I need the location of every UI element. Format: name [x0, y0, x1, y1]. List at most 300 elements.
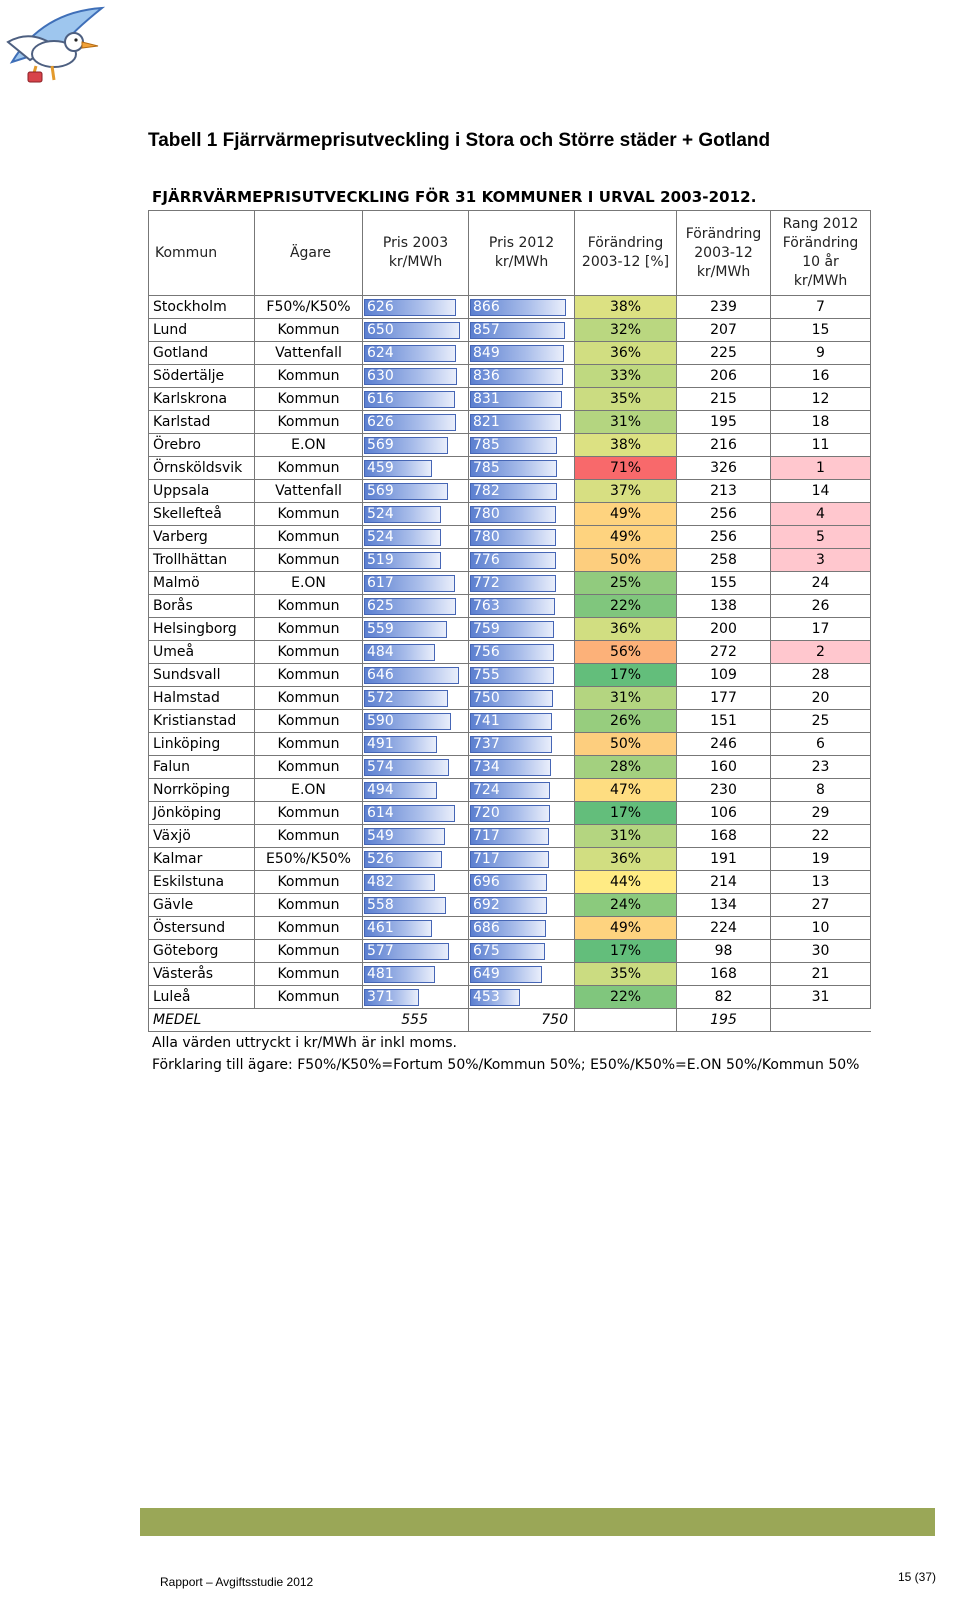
cell-pris-2012 — [469, 365, 575, 388]
cell-pris-2003 — [363, 664, 469, 687]
cell-rang: 22 — [771, 825, 871, 848]
cell-pris-2012 — [469, 319, 575, 342]
cell-pris-2012 — [469, 733, 575, 756]
cell-agare: Kommun — [255, 388, 363, 411]
cell-pris-2012 — [469, 388, 575, 411]
cell-forandring-kr: 168 — [677, 825, 771, 848]
bar-value-label: 616 — [367, 391, 394, 407]
cell-forandring-pct: 24% — [575, 894, 677, 917]
bar-value-label: 590 — [367, 713, 394, 729]
cell-forandring-kr: 246 — [677, 733, 771, 756]
cell-forandring-kr: 256 — [677, 526, 771, 549]
cell-forandring-kr: 230 — [677, 779, 771, 802]
cell-rang: 27 — [771, 894, 871, 917]
cell-agare: Kommun — [255, 871, 363, 894]
cell-kommun: Växjö — [149, 825, 255, 848]
table-row — [149, 664, 871, 687]
cell-pris-2003 — [363, 503, 469, 526]
cell-agare: Kommun — [255, 917, 363, 940]
bar-value-label: 519 — [367, 552, 394, 568]
cell-rang: 2 — [771, 641, 871, 664]
footer-report-title: Rapport – Avgiftsstudie 2012 — [160, 1575, 314, 1589]
cell-forandring-kr: 207 — [677, 319, 771, 342]
cell-rang: 20 — [771, 687, 871, 710]
bar-value-label: 491 — [367, 736, 394, 752]
bar-value-label: 755 — [473, 667, 500, 683]
cell-kommun: Varberg — [149, 526, 255, 549]
medel-forandring-kr: 195 — [677, 1009, 771, 1032]
header-pris-2003: Pris 2003 kr/MWh — [363, 211, 469, 296]
bar-value-label: 692 — [473, 897, 500, 913]
cell-rang: 4 — [771, 503, 871, 526]
cell-forandring-kr: 191 — [677, 848, 771, 871]
cell-pris-2012 — [469, 825, 575, 848]
table-row — [149, 618, 871, 641]
cell-pris-2003 — [363, 434, 469, 457]
cell-agare: Kommun — [255, 825, 363, 848]
seagull-mascot-icon — [2, 2, 114, 90]
cell-forandring-pct: 44% — [575, 871, 677, 894]
cell-pris-2012 — [469, 641, 575, 664]
cell-pris-2003 — [363, 825, 469, 848]
cell-pris-2003 — [363, 296, 469, 319]
bar-value-label: 675 — [473, 943, 500, 959]
cell-agare: F50%/K50% — [255, 296, 363, 319]
header-pris-2012: Pris 2012 kr/MWh — [469, 211, 575, 296]
cell-agare: E50%/K50% — [255, 848, 363, 871]
bar-value-label: 756 — [473, 644, 500, 660]
table-row — [149, 296, 871, 319]
cell-rang: 16 — [771, 365, 871, 388]
bar-value-label: 759 — [473, 621, 500, 637]
cell-forandring-pct: 49% — [575, 526, 677, 549]
cell-agare: Kommun — [255, 664, 363, 687]
cell-agare: Kommun — [255, 457, 363, 480]
medel-row — [149, 1009, 871, 1032]
cell-forandring-pct: 35% — [575, 963, 677, 986]
cell-pris-2003 — [363, 986, 469, 1009]
cell-forandring-kr: 151 — [677, 710, 771, 733]
cell-pris-2003 — [363, 388, 469, 411]
bar-value-label: 720 — [473, 805, 500, 821]
cell-rang: 23 — [771, 756, 871, 779]
cell-forandring-kr: 326 — [677, 457, 771, 480]
table-row — [149, 779, 871, 802]
bar-value-label: 696 — [473, 874, 500, 890]
cell-pris-2003 — [363, 457, 469, 480]
bar-value-label: 559 — [367, 621, 394, 637]
cell-kommun: Karlstad — [149, 411, 255, 434]
cell-kommun: Kristianstad — [149, 710, 255, 733]
table-row — [149, 687, 871, 710]
cell-forandring-pct: 71% — [575, 457, 677, 480]
cell-forandring-pct: 50% — [575, 549, 677, 572]
header-forandring-kr: Förändring 2003-12 kr/MWh — [677, 211, 771, 296]
cell-pris-2003 — [363, 595, 469, 618]
bar-value-label: 482 — [367, 874, 394, 890]
price-table-figure — [148, 184, 884, 1076]
cell-pris-2003 — [363, 917, 469, 940]
table-row — [149, 963, 871, 986]
cell-forandring-pct: 17% — [575, 940, 677, 963]
medel-label: MEDEL — [149, 1009, 255, 1032]
cell-agare: Kommun — [255, 963, 363, 986]
cell-pris-2012 — [469, 802, 575, 825]
note-moms: Alla värden uttryckt i kr/MWh är inkl moms. — [152, 1035, 457, 1051]
bar-value-label: 624 — [367, 345, 394, 361]
cell-kommun: Lund — [149, 319, 255, 342]
cell-forandring-kr: 224 — [677, 917, 771, 940]
cell-forandring-pct: 49% — [575, 503, 677, 526]
cell-pris-2003 — [363, 756, 469, 779]
note-agare: Förklaring till ägare: F50%/K50%=Fortum 50%/Kommun 50%; E50%/K50%=E.ON 50%/Kommun 50% — [152, 1057, 860, 1073]
cell-forandring-pct: 17% — [575, 802, 677, 825]
cell-pris-2012 — [469, 434, 575, 457]
table-row — [149, 319, 871, 342]
table-row — [149, 480, 871, 503]
cell-agare: Vattenfall — [255, 342, 363, 365]
cell-rang: 24 — [771, 572, 871, 595]
header-kommun: Kommun — [149, 211, 255, 296]
cell-pris-2003 — [363, 687, 469, 710]
cell-pris-2012 — [469, 480, 575, 503]
bar-value-label: 686 — [473, 920, 500, 936]
cell-kommun: Helsingborg — [149, 618, 255, 641]
table-row — [149, 802, 871, 825]
bar-value-label: 569 — [367, 483, 394, 499]
cell-rang: 13 — [771, 871, 871, 894]
cell-forandring-kr: 215 — [677, 388, 771, 411]
bar-value-label: 780 — [473, 506, 500, 522]
table-row — [149, 848, 871, 871]
cell-pris-2012 — [469, 664, 575, 687]
cell-pris-2012 — [469, 848, 575, 871]
cell-pris-2012 — [469, 940, 575, 963]
bar-value-label: 750 — [473, 690, 500, 706]
cell-agare: E.ON — [255, 434, 363, 457]
table-row — [149, 756, 871, 779]
bar-value-label: 849 — [473, 345, 500, 361]
bar-value-label: 526 — [367, 851, 394, 867]
table-row — [149, 572, 871, 595]
table-row — [149, 825, 871, 848]
bar-value-label: 821 — [473, 414, 500, 430]
cell-forandring-pct: 36% — [575, 618, 677, 641]
bar-value-label: 625 — [367, 598, 394, 614]
cell-kommun: Falun — [149, 756, 255, 779]
cell-rang: 26 — [771, 595, 871, 618]
cell-rang: 3 — [771, 549, 871, 572]
cell-kommun: Linköping — [149, 733, 255, 756]
cell-agare: Kommun — [255, 618, 363, 641]
bar-value-label: 737 — [473, 736, 500, 752]
bar-value-label: 785 — [473, 437, 500, 453]
cell-kommun: Västerås — [149, 963, 255, 986]
cell-kommun: Karlskrona — [149, 388, 255, 411]
cell-pris-2012 — [469, 595, 575, 618]
cell-kommun: Halmstad — [149, 687, 255, 710]
bar-value-label: 461 — [367, 920, 394, 936]
cell-rang: 12 — [771, 388, 871, 411]
table-row — [149, 871, 871, 894]
cell-forandring-kr: 138 — [677, 595, 771, 618]
bar-value-label: 453 — [473, 989, 500, 1005]
cell-pris-2003 — [363, 733, 469, 756]
table-caption: FJÄRRVÄRMEPRISUTVECKLING FÖR 31 KOMMUNER I URVAL 2003-2012. — [152, 188, 757, 206]
cell-pris-2003 — [363, 848, 469, 871]
cell-rang: 11 — [771, 434, 871, 457]
bar-value-label: 626 — [367, 299, 394, 315]
cell-rang: 31 — [771, 986, 871, 1009]
cell-kommun: Malmö — [149, 572, 255, 595]
cell-pris-2003 — [363, 940, 469, 963]
bar-value-label: 371 — [367, 989, 394, 1005]
cell-kommun: Gävle — [149, 894, 255, 917]
cell-forandring-pct: 25% — [575, 572, 677, 595]
cell-forandring-kr: 256 — [677, 503, 771, 526]
cell-kommun: Borås — [149, 595, 255, 618]
cell-pris-2012 — [469, 710, 575, 733]
cell-agare: Kommun — [255, 411, 363, 434]
cell-forandring-kr: 109 — [677, 664, 771, 687]
cell-pris-2012 — [469, 296, 575, 319]
header-rang: Rang 2012 Förändring 10 år kr/MWh — [771, 211, 871, 296]
bar-value-label: 785 — [473, 460, 500, 476]
bar-value-label: 831 — [473, 391, 500, 407]
table-row — [149, 411, 871, 434]
bar-value-label: 836 — [473, 368, 500, 384]
cell-kommun: Sundsvall — [149, 664, 255, 687]
cell-pris-2003 — [363, 549, 469, 572]
price-table — [148, 210, 871, 1032]
bar-value-label: 717 — [473, 828, 500, 844]
cell-pris-2012 — [469, 457, 575, 480]
table-body — [149, 296, 871, 1009]
cell-pris-2012 — [469, 411, 575, 434]
cell-agare: Kommun — [255, 802, 363, 825]
cell-agare: Kommun — [255, 986, 363, 1009]
cell-pris-2012 — [469, 894, 575, 917]
cell-kommun: Jönköping — [149, 802, 255, 825]
cell-agare: Kommun — [255, 733, 363, 756]
cell-agare: Vattenfall — [255, 480, 363, 503]
cell-pris-2003 — [363, 710, 469, 733]
cell-pris-2003 — [363, 342, 469, 365]
bar-value-label: 650 — [367, 322, 394, 338]
cell-forandring-pct: 22% — [575, 595, 677, 618]
cell-pris-2012 — [469, 986, 575, 1009]
cell-rang: 17 — [771, 618, 871, 641]
bar-value-label: 630 — [367, 368, 394, 384]
bar-value-label: 577 — [367, 943, 394, 959]
document-title: Tabell 1 Fjärrvärmeprisutveckling i Stora och Större städer + Gotland — [148, 130, 771, 151]
cell-pris-2012 — [469, 549, 575, 572]
cell-kommun: Trollhättan — [149, 549, 255, 572]
table-row — [149, 986, 871, 1009]
table-row — [149, 710, 871, 733]
cell-agare: E.ON — [255, 779, 363, 802]
bar-value-label: 569 — [367, 437, 394, 453]
cell-pris-2003 — [363, 894, 469, 917]
cell-forandring-kr: 272 — [677, 641, 771, 664]
table-row — [149, 733, 871, 756]
cell-rang: 21 — [771, 963, 871, 986]
bar-value-label: 734 — [473, 759, 500, 775]
cell-forandring-kr: 177 — [677, 687, 771, 710]
cell-kommun: Norrköping — [149, 779, 255, 802]
cell-forandring-pct: 36% — [575, 848, 677, 871]
bar-value-label: 481 — [367, 966, 394, 982]
header-forandring-pct: Förändring 2003-12 [%] — [575, 211, 677, 296]
cell-kommun: Eskilstuna — [149, 871, 255, 894]
cell-pris-2003 — [363, 871, 469, 894]
cell-agare: Kommun — [255, 641, 363, 664]
cell-forandring-kr: 200 — [677, 618, 771, 641]
table-row — [149, 457, 871, 480]
cell-forandring-kr: 82 — [677, 986, 771, 1009]
cell-rang: 18 — [771, 411, 871, 434]
cell-pris-2003 — [363, 802, 469, 825]
cell-rang: 6 — [771, 733, 871, 756]
bar-value-label: 649 — [473, 966, 500, 982]
cell-forandring-kr: 106 — [677, 802, 771, 825]
table-row — [149, 894, 871, 917]
bar-value-label: 524 — [367, 506, 394, 522]
cell-forandring-kr: 195 — [677, 411, 771, 434]
cell-pris-2003 — [363, 526, 469, 549]
bar-value-label: 717 — [473, 851, 500, 867]
bar-value-label: 617 — [367, 575, 394, 591]
cell-forandring-pct: 33% — [575, 365, 677, 388]
cell-pris-2003 — [363, 641, 469, 664]
table-row — [149, 388, 871, 411]
cell-pris-2012 — [469, 526, 575, 549]
cell-rang: 10 — [771, 917, 871, 940]
cell-pris-2003 — [363, 963, 469, 986]
cell-pris-2012 — [469, 756, 575, 779]
cell-forandring-pct: 31% — [575, 825, 677, 848]
cell-kommun: Örnsköldsvik — [149, 457, 255, 480]
bar-value-label: 782 — [473, 483, 500, 499]
bar-value-label: 626 — [367, 414, 394, 430]
bar-value-label: 484 — [367, 644, 394, 660]
cell-pris-2012 — [469, 503, 575, 526]
cell-kommun: Göteborg — [149, 940, 255, 963]
cell-kommun: Södertälje — [149, 365, 255, 388]
cell-rang: 9 — [771, 342, 871, 365]
cell-pris-2012 — [469, 618, 575, 641]
cell-agare: Kommun — [255, 894, 363, 917]
cell-kommun: Umeå — [149, 641, 255, 664]
table-row — [149, 641, 871, 664]
cell-forandring-pct: 49% — [575, 917, 677, 940]
cell-rang: 19 — [771, 848, 871, 871]
cell-rang: 7 — [771, 296, 871, 319]
cell-kommun: Skellefteå — [149, 503, 255, 526]
cell-forandring-pct: 36% — [575, 342, 677, 365]
table-header-row — [149, 211, 871, 296]
bar-value-label: 772 — [473, 575, 500, 591]
cell-agare: Kommun — [255, 710, 363, 733]
bar-value-label: 776 — [473, 552, 500, 568]
bar-value-label: 614 — [367, 805, 394, 821]
cell-pris-2003 — [363, 618, 469, 641]
cell-agare: Kommun — [255, 503, 363, 526]
cell-kommun: Uppsala — [149, 480, 255, 503]
cell-rang: 5 — [771, 526, 871, 549]
cell-pris-2012 — [469, 963, 575, 986]
cell-forandring-kr: 98 — [677, 940, 771, 963]
cell-forandring-kr: 214 — [677, 871, 771, 894]
cell-pris-2003 — [363, 779, 469, 802]
cell-pris-2003 — [363, 480, 469, 503]
bar-value-label: 494 — [367, 782, 394, 798]
cell-forandring-pct: 37% — [575, 480, 677, 503]
cell-forandring-kr: 225 — [677, 342, 771, 365]
cell-forandring-pct: 47% — [575, 779, 677, 802]
bar-value-label: 524 — [367, 529, 394, 545]
cell-agare: Kommun — [255, 595, 363, 618]
cell-rang: 14 — [771, 480, 871, 503]
cell-forandring-pct: 50% — [575, 733, 677, 756]
bar-value-label: 572 — [367, 690, 394, 706]
cell-pris-2003 — [363, 411, 469, 434]
cell-forandring-kr: 155 — [677, 572, 771, 595]
bar-value-label: 574 — [367, 759, 394, 775]
bar-value-label: 763 — [473, 598, 500, 614]
cell-agare: Kommun — [255, 526, 363, 549]
cell-agare: Kommun — [255, 687, 363, 710]
cell-pris-2003 — [363, 572, 469, 595]
cell-forandring-kr: 206 — [677, 365, 771, 388]
bar-value-label: 741 — [473, 713, 500, 729]
cell-forandring-pct: 22% — [575, 986, 677, 1009]
table-row — [149, 342, 871, 365]
cell-forandring-kr: 160 — [677, 756, 771, 779]
cell-agare: Kommun — [255, 319, 363, 342]
cell-kommun: Gotland — [149, 342, 255, 365]
cell-rang: 28 — [771, 664, 871, 687]
cell-kommun: Luleå — [149, 986, 255, 1009]
bar-value-label: 857 — [473, 322, 500, 338]
footer-page-number: 15 (37) — [897, 1570, 936, 1584]
cell-agare: Kommun — [255, 365, 363, 388]
cell-pris-2012 — [469, 687, 575, 710]
table-row — [149, 434, 871, 457]
cell-pris-2012 — [469, 572, 575, 595]
table-row — [149, 365, 871, 388]
cell-pris-2012 — [469, 917, 575, 940]
seagull-logo — [2, 2, 114, 90]
cell-forandring-kr: 134 — [677, 894, 771, 917]
table-row — [149, 503, 871, 526]
cell-forandring-pct: 31% — [575, 411, 677, 434]
table-row — [149, 549, 871, 572]
cell-forandring-kr: 216 — [677, 434, 771, 457]
cell-kommun: Östersund — [149, 917, 255, 940]
cell-forandring-pct: 35% — [575, 388, 677, 411]
bar-value-label: 866 — [473, 299, 500, 315]
cell-kommun: Stockholm — [149, 296, 255, 319]
table-row — [149, 526, 871, 549]
header-agare: Ägare — [255, 211, 363, 296]
cell-forandring-pct: 28% — [575, 756, 677, 779]
cell-rang: 30 — [771, 940, 871, 963]
cell-forandring-pct: 26% — [575, 710, 677, 733]
cell-pris-2012 — [469, 342, 575, 365]
cell-forandring-pct: 38% — [575, 296, 677, 319]
table-row — [149, 917, 871, 940]
